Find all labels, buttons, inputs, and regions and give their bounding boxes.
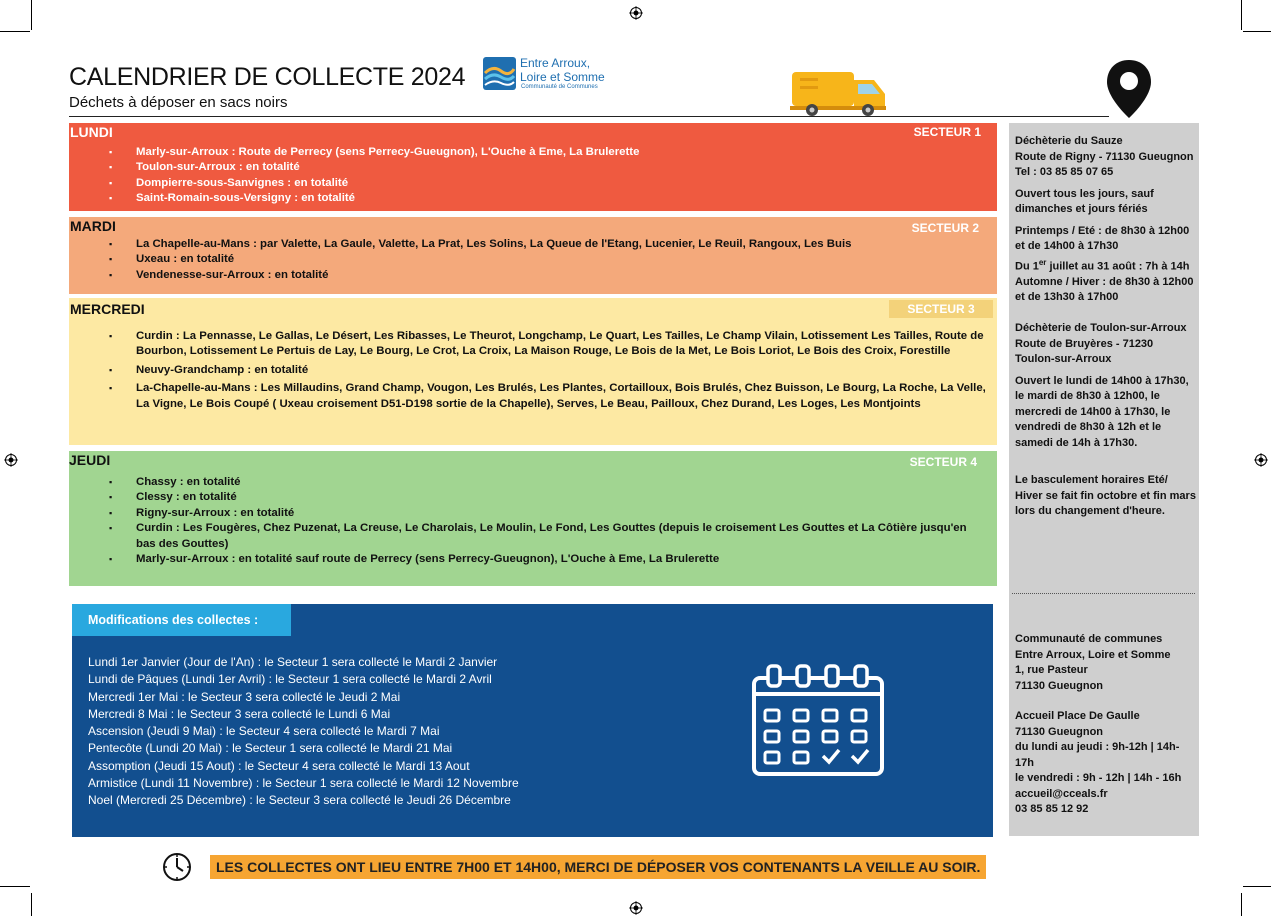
place-detail: : en totalité bbox=[235, 161, 300, 174]
crop-mark bbox=[31, 893, 32, 916]
sauze-autumn-hours: Automne / Hiver : de 8h30 à 12h00 et de 13h30 à 17h00 bbox=[1015, 275, 1194, 304]
accueil-line-4: le vendredi : 9h - 12h | 14h - 16h bbox=[1015, 772, 1182, 784]
place-name: Marly-sur-Arroux bbox=[136, 146, 229, 158]
place-list bbox=[69, 237, 859, 283]
toulon-address-1: Route de Bruyères - 71230 bbox=[1015, 337, 1154, 350]
logo-text bbox=[520, 56, 605, 84]
accueil-line-2: 71130 Gueugnon bbox=[1015, 725, 1104, 738]
place-name: Marly-sur-Arroux bbox=[136, 553, 229, 566]
header-rule bbox=[69, 116, 1109, 117]
list-item bbox=[69, 506, 997, 521]
modifications-title: Modifications des collectes : bbox=[72, 604, 291, 636]
logo-line-1: Entre Arroux, bbox=[520, 56, 591, 70]
place-name: Rigny-sur-Arroux bbox=[136, 506, 231, 519]
modifications-panel bbox=[72, 604, 993, 837]
registration-mark-icon bbox=[1254, 453, 1268, 467]
band-mardi bbox=[69, 217, 997, 294]
place-list bbox=[69, 329, 997, 412]
list-item bbox=[69, 521, 997, 552]
sauze-address: Route de Rigny - 71130 Gueugnon bbox=[1015, 150, 1194, 163]
logo-subtext: Communauté de Communes bbox=[521, 84, 598, 90]
sector-badge: SECTEUR 3 bbox=[889, 300, 993, 318]
sector-badge: SECTEUR 1 bbox=[913, 125, 981, 139]
list-item: Lundi 1er Janvier (Jour de l'An) : le Secteur 1 sera collecté le Mardi 2 Janvier bbox=[88, 655, 498, 669]
registration-mark-icon bbox=[4, 453, 18, 467]
community-line-3: 1, rue Pasteur bbox=[1015, 664, 1088, 676]
community-info bbox=[1015, 632, 1197, 818]
place-name: La Chapelle-au-Mans bbox=[136, 238, 250, 250]
accueil-line-3: du lundi au jeudi : 9h-12h | 14h-17h bbox=[1015, 741, 1180, 769]
place-detail: : en totalité bbox=[230, 506, 295, 519]
list-item: Noel (Mercredi 25 Décembre) : le Secteur 3 sera collecté le Jeudi 26 Décembre bbox=[88, 793, 511, 808]
registration-mark-icon bbox=[629, 901, 643, 915]
place-detail: : en totalité bbox=[170, 253, 235, 266]
community-line-2: Entre Arroux, Loire et Somme bbox=[1015, 648, 1171, 661]
band-jeudi bbox=[69, 451, 997, 586]
place-detail: : en totalité sauf route de Perrecy (sens Perrecy-Gueugnon), L'Ouche à Eme, La Brulerette bbox=[228, 553, 720, 566]
crop-mark bbox=[0, 886, 30, 887]
footer-notice: LES COLLECTES ONT LIEU ENTRE 7H00 ET 14H00, MERCI DE DÉPOSER VOS CONTENANTS LA VEILLE AU SOIR. bbox=[210, 855, 986, 879]
sauze-spring-hours: Printemps / Eté : de 8h30 à 12h00 et de 14h00 à 17h30 bbox=[1015, 224, 1190, 252]
sauze-name: Déchèterie du Sauze bbox=[1015, 135, 1123, 147]
place-detail: : en totalité bbox=[284, 176, 349, 189]
list-item: Armistice (Lundi 11 Novembre) : le Secteur 1 sera collecté le Mardi 12 Novembre bbox=[88, 776, 519, 791]
place-name: Dompierre-sous-Sanvignes bbox=[136, 176, 285, 189]
crop-mark bbox=[1241, 0, 1242, 30]
july-text-rest: juillet au 31 août : 7h à 14h bbox=[1046, 260, 1190, 273]
place-name: Uxeau bbox=[136, 253, 171, 266]
place-name: Chassy bbox=[136, 476, 177, 488]
list-item bbox=[69, 191, 647, 206]
dechetterie-toulon bbox=[1015, 321, 1197, 520]
list-item: Lundi de Pâques (Lundi 1er Avril) : le Secteur 1 sera collecté le Mardi 2 Avril bbox=[88, 672, 492, 687]
list-item: Pentecôte (Lundi 20 Mai) : le Secteur 1 sera collecté le Mardi 21 Mai bbox=[88, 741, 453, 756]
place-detail: : Les Millaudins, Grand Champ, Vougon, Les Brulés, Les Plantes, Cortailloux, Bois Brulés, Chez Buisson, Le Bourg, La Roche, La Velle, La Vigne, Le Bois Coupé ( Uxeau croisement D51-D198 sortie de la Chapelle), Serves, Le Beau, Pailloux, Chez Durand, Les Loges, Les Montjoints bbox=[136, 382, 986, 410]
list-item bbox=[69, 363, 997, 378]
dechetterie-sauze bbox=[1015, 134, 1197, 306]
clock-icon bbox=[162, 852, 192, 882]
accueil-email[interactable]: accueil@cceals.fr bbox=[1015, 787, 1108, 800]
place-detail: : par Valette, La Gaule, Valette, La Prat, Les Solins, La Queue de l'Etang, Lucenier, Le Reuil, Rangoux, Les Buis bbox=[249, 238, 852, 250]
list-item bbox=[69, 176, 647, 191]
crop-mark bbox=[0, 31, 30, 32]
accueil-phone: 03 85 85 12 92 bbox=[1015, 803, 1089, 815]
list-item bbox=[69, 160, 647, 175]
community-line-1: Communauté de communes bbox=[1015, 633, 1163, 645]
place-detail: : Route de Perrecy (sens Perrecy-Gueugnon), L'Ouche à Eme, La Brulerette bbox=[228, 146, 640, 158]
calendar-icon bbox=[752, 664, 886, 778]
sidebar-divider bbox=[1012, 593, 1195, 594]
sector-badge: SECTEUR 4 bbox=[909, 455, 977, 469]
list-item bbox=[69, 237, 859, 252]
truck-icon bbox=[790, 66, 888, 118]
list-item bbox=[69, 145, 647, 160]
place-list bbox=[69, 475, 997, 567]
sector-badge: SECTEUR 2 bbox=[911, 221, 979, 235]
list-item: Ascension (Jeudi 9 Mai) : le Secteur 4 sera collecté le Mardi 7 Mai bbox=[88, 724, 440, 739]
place-name: Toulon-sur-Arroux bbox=[136, 161, 236, 174]
july-sup: er bbox=[1038, 257, 1047, 267]
list-item: Assomption (Jeudi 15 Aout) : le Secteur 4 sera collecté le Mardi 13 Aout bbox=[88, 758, 470, 773]
community-line-4: 71130 Gueugnon bbox=[1015, 679, 1104, 692]
sauze-july-hours bbox=[1015, 255, 1197, 275]
sauze-open-days: Ouvert tous les jours, sauf dimanches et jours fériés bbox=[1015, 187, 1154, 215]
info-sidebar bbox=[1009, 123, 1199, 836]
band-mercredi bbox=[69, 298, 997, 445]
toulon-address-2: Toulon-sur-Arroux bbox=[1015, 353, 1112, 365]
list-item: Mercredi 8 Mai : le Secteur 3 sera collecté le Lundi 6 Mai bbox=[88, 706, 391, 721]
place-detail: : en totalité bbox=[176, 476, 241, 488]
sauze-phone: Tel : 03 85 85 07 65 bbox=[1015, 166, 1114, 178]
place-detail: : en totalité bbox=[244, 363, 309, 376]
list-item bbox=[69, 329, 997, 360]
list-item bbox=[69, 552, 997, 567]
day-label: JEUDI bbox=[69, 452, 111, 468]
place-name: Curdin bbox=[136, 522, 173, 535]
list-item bbox=[69, 252, 859, 267]
modifications-list bbox=[88, 654, 519, 810]
place-name: Vendenesse-sur-Arroux bbox=[136, 268, 265, 281]
registration-mark-icon bbox=[629, 6, 643, 20]
logo-line-2: Loire et Somme bbox=[520, 70, 605, 84]
page-subtitle: Déchets à déposer en sacs noirs bbox=[69, 94, 288, 111]
accueil-line-1: Accueil Place De Gaulle bbox=[1015, 710, 1140, 722]
list-item: Mercredi 1er Mai : le Secteur 3 sera collecté le Jeudi 2 Mai bbox=[88, 689, 401, 704]
place-detail: : La Pennasse, Le Gallas, Le Désert, Les Ribasses, Le Theurot, Longchamp, Le Quart, Les Tailles, Le Champ Vilain, Lotissement Les Tailles, Route de Bourbon, Lotissement Le Pertuis de Lay, Le Bourg, Le Crot, La Croix, La Maison Rouge, Le Bois de la Met, Le Bois Loriot, Le Bois des Croix, Forestille bbox=[136, 330, 984, 358]
list-item bbox=[69, 490, 997, 505]
crop-mark bbox=[31, 0, 32, 30]
day-label: MERCREDI bbox=[70, 301, 145, 317]
toulon-seasonal-switch: Le basculement horaires Eté/ Hiver se fait fin octobre et fin mars lors du changement d'heure. bbox=[1015, 474, 1196, 517]
place-detail: : en totalité bbox=[264, 268, 329, 281]
crop-mark bbox=[1243, 886, 1271, 887]
location-pin-icon bbox=[1104, 58, 1154, 120]
toulon-hours: Ouvert le lundi de 14h00 à 17h30, le mardi de 8h30 à 12h00, le mercredi de 14h00 à 17h30, le vendredi de 8h30 à 12h et le samedi de 14h à 17h30. bbox=[1015, 374, 1189, 449]
day-label: LUNDI bbox=[70, 124, 113, 140]
place-name: La-Chapelle-au-Mans bbox=[136, 382, 251, 395]
place-name: Clessy bbox=[136, 491, 173, 504]
logo-mark-icon bbox=[483, 57, 516, 90]
toulon-name: Déchèterie de Toulon-sur-Arroux bbox=[1015, 322, 1187, 334]
list-item bbox=[69, 381, 997, 412]
july-text: Du 1 bbox=[1015, 260, 1039, 273]
place-list bbox=[69, 145, 647, 207]
list-item bbox=[69, 268, 859, 283]
place-name: Neuvy-Grandchamp bbox=[136, 363, 245, 376]
band-lundi bbox=[69, 123, 997, 211]
day-label: MARDI bbox=[70, 218, 116, 234]
list-item bbox=[69, 475, 997, 490]
place-detail: : en totalité bbox=[172, 491, 237, 504]
page-title: CALENDRIER DE COLLECTE 2024 bbox=[69, 63, 466, 91]
crop-mark bbox=[1243, 31, 1271, 32]
place-name: Saint-Romain-sous-Versigny bbox=[136, 192, 292, 205]
crop-mark bbox=[1241, 893, 1242, 916]
place-detail: : Les Fougères, Chez Puzenat, La Creuse, Le Charolais, Le Moulin, Le Fond, Les Gouttes (depuis le croisement Les Gouttes et La Côtière jusqu'en bas des Gouttes) bbox=[136, 522, 967, 550]
place-detail: : en totalité bbox=[291, 192, 355, 205]
place-name: Curdin bbox=[136, 330, 173, 342]
